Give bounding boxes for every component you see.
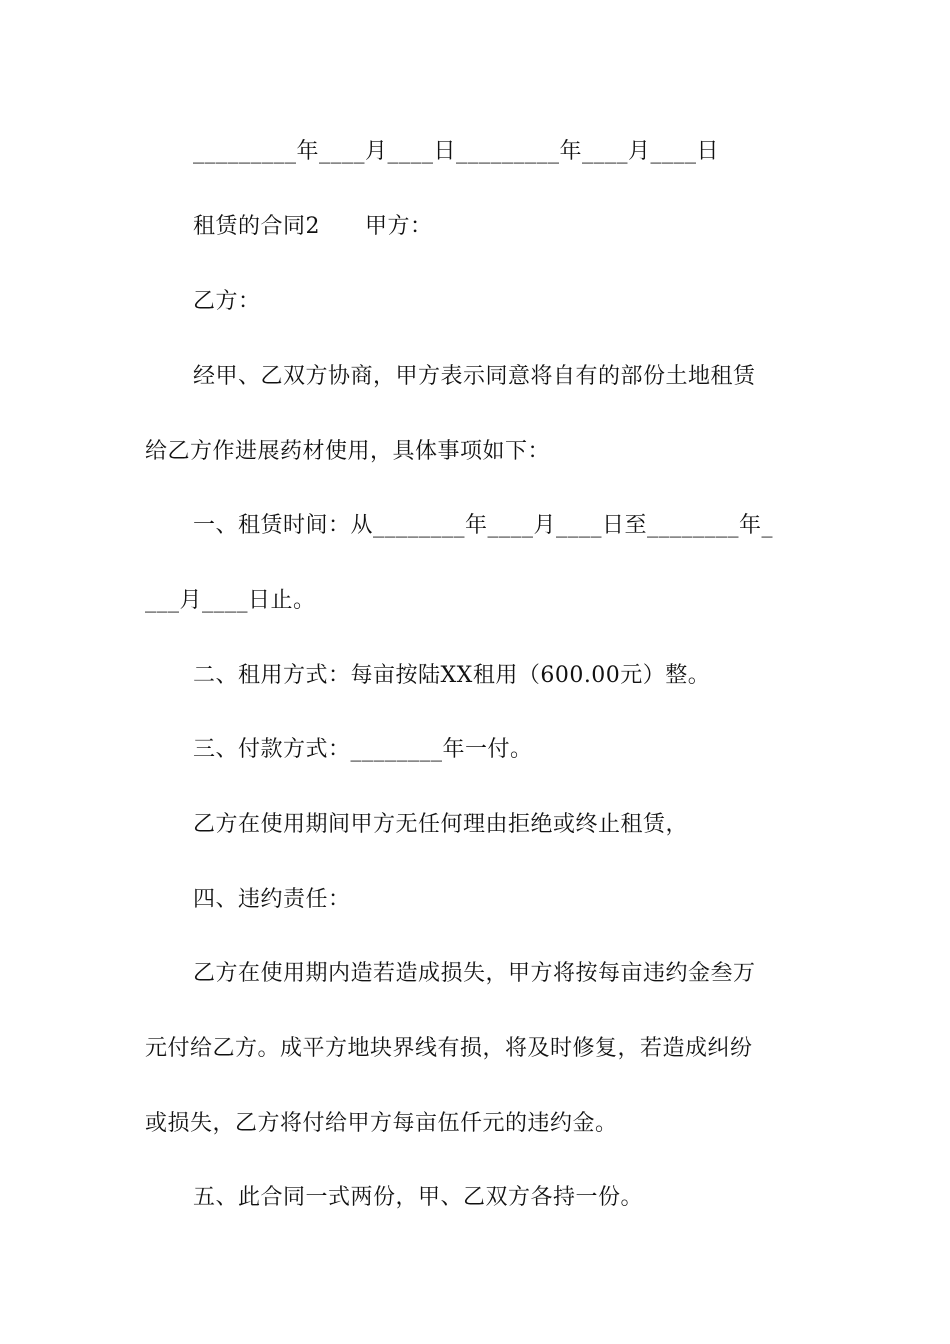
clause-3: 三、付款方式：________年一付。 xyxy=(193,737,533,762)
intro-paragraph-line-1: 经甲、乙双方协商，甲方表示同意将自有的部份土地租赁 xyxy=(193,364,756,389)
party-b-label: 乙方： xyxy=(193,289,261,314)
usage-period-paragraph: 乙方在使用期间甲方无任何理由拒绝或终止租赁， xyxy=(193,812,689,837)
clause-2: 二、租用方式：每亩按陆XX租用（600.00元）整。 xyxy=(193,663,711,688)
clause-4-line-2: 元付给乙方。成平方地块界线有损，将及时修复，若造成纠纷 xyxy=(145,1036,753,1061)
clause-5: 五、此合同一式两份，甲、乙双方各持一份。 xyxy=(193,1185,644,1210)
contract-heading-party-a: 租赁的合同2 甲方： xyxy=(193,214,433,239)
clause-4-heading: 四、违约责任： xyxy=(193,887,351,912)
clause-4-line-3: 或损失，乙方将付给甲方每亩伍仟元的违约金。 xyxy=(145,1111,618,1136)
clause-1-line-2: ___月____日止。 xyxy=(145,588,316,613)
date-signature-line: _________年____月____日_________年____月____日 xyxy=(193,139,720,164)
clause-4-line-1: 乙方在使用期内造若造成损失，甲方将按每亩违约金叁万 xyxy=(193,961,756,986)
intro-paragraph-line-2: 给乙方作进展药材使用，具体事项如下： xyxy=(145,439,551,464)
clause-1-line-1: 一、租赁时间：从________年____月____日至________年_ xyxy=(193,513,774,538)
